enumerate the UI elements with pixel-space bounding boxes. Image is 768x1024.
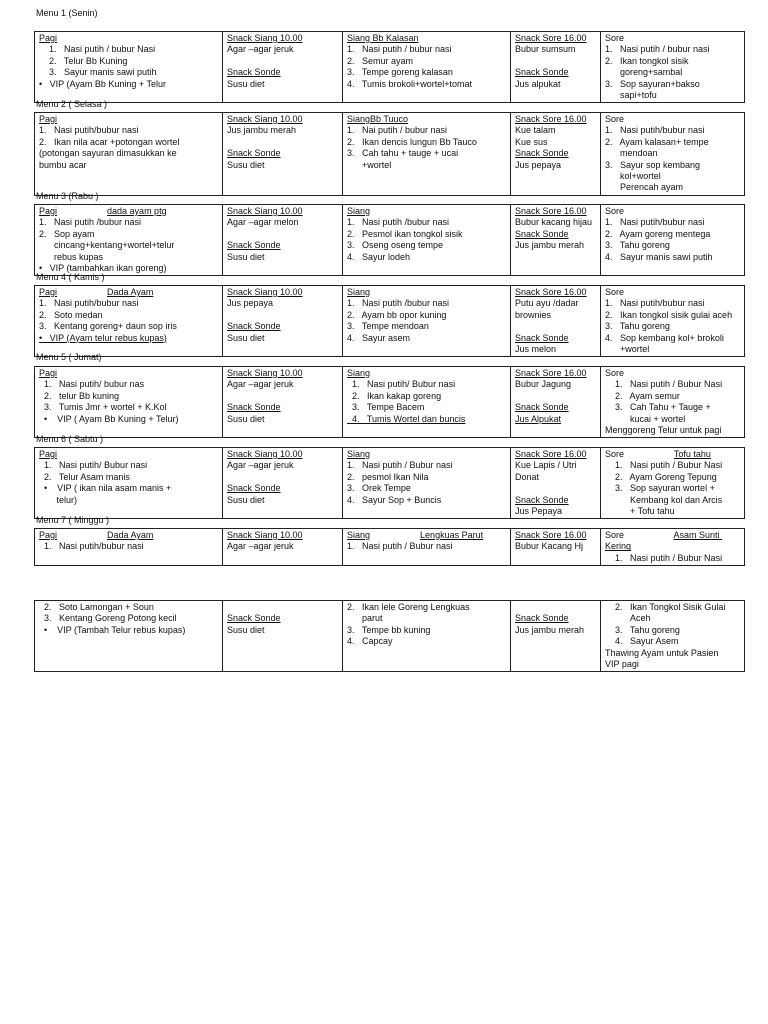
menu-line: Snack Sonde xyxy=(515,494,569,505)
menu-day-title: Menu 5 ( Jumat) xyxy=(36,352,102,362)
meal-title: Snack Sore 16.00 xyxy=(515,530,587,540)
menu-line: 2. Ayam bb opor kuning xyxy=(347,309,447,320)
meal-title: Snack Siang 10.00 xyxy=(227,287,303,297)
meal-title: Snack Siang 10.00 xyxy=(227,114,303,124)
blank-line xyxy=(515,321,596,332)
menu-table-day-4 xyxy=(34,285,745,357)
meal-header xyxy=(39,33,218,44)
meal-header xyxy=(515,33,596,44)
menu-line: 2. Pesmol ikan tongkol sisik xyxy=(347,228,463,239)
menu-line: Jus jambu merah xyxy=(227,125,297,136)
menu-line: 3. Kentang Goreng Potong kecil xyxy=(39,613,177,624)
menu-line: Snack Sonde xyxy=(227,321,281,332)
menu-line: Susu diet xyxy=(227,78,265,89)
menu-day-title: Menu 1 (Senin) xyxy=(36,8,98,18)
menu-table-day-3 xyxy=(34,204,745,276)
menu-line: 3. Sop sayuran+bakso xyxy=(605,78,700,89)
siang-cell xyxy=(343,529,511,566)
meal-title: Snack Sore 16.00 xyxy=(515,114,587,124)
menu-table-day-6 xyxy=(34,447,745,519)
menu-line: 4. Tumis brokoli+wortel+tomat xyxy=(347,78,473,89)
menu-line: +wortel xyxy=(605,344,650,355)
snack-siang-cell xyxy=(223,529,343,566)
menu-line: 1. Nasi putih /bubur nasi xyxy=(347,217,450,228)
meal-header xyxy=(227,33,338,44)
menu-line: brownies xyxy=(515,309,552,320)
pagi-cell xyxy=(35,448,223,519)
snack-sore-cell xyxy=(511,205,601,276)
snack-sore-cell xyxy=(511,367,601,438)
menu-line: Snack Sonde xyxy=(227,483,281,494)
menu-line: 3. Tumis Jmr + wortel + K.Kol xyxy=(39,402,167,413)
menu-line: Kue Lapis / Utri xyxy=(515,460,577,471)
siang-cell xyxy=(343,286,511,357)
menu-line: 2. Soto medan xyxy=(39,309,103,320)
menu-line: • VIP (Tambah Telur rebus kupas) xyxy=(39,624,186,635)
meal-title: Siang xyxy=(347,368,371,378)
menu-line: VIP pagi xyxy=(605,659,639,670)
meal-header xyxy=(227,114,338,125)
meal-header xyxy=(39,368,218,379)
meal-title: Siang xyxy=(347,206,371,216)
menu-line: kucai + wortel xyxy=(605,413,686,424)
menu-line: (potongan sayuran dimasukkan ke xyxy=(39,148,177,159)
snack-siang-cell xyxy=(223,32,343,103)
meal-header xyxy=(347,449,506,460)
menu-line: 1. Nasi putih/ Bubur nasi xyxy=(39,460,148,471)
meal-title: Snack Sore 16.00 xyxy=(515,368,587,378)
meal-subtitle: Tofu tahu xyxy=(673,449,711,459)
menu-line: Jus Alpukat xyxy=(515,413,562,424)
menu-line: Jus jambu merah xyxy=(515,240,585,251)
meal-header xyxy=(39,206,218,217)
meal-header xyxy=(515,449,596,460)
meal-title: Snack Siang 10.00 xyxy=(227,368,303,378)
menu-line: 3. Cah Tahu + Tauge + xyxy=(605,402,711,413)
menu-line: 2. Ayam kalasan+ tempe xyxy=(605,136,709,147)
menu-line: Perencah ayam xyxy=(605,182,684,193)
menu-line: + Tofu tahu xyxy=(605,506,675,517)
meal-title: Siang Bb Kalasan xyxy=(347,33,419,43)
meal-title: Pagi xyxy=(39,287,58,297)
menu-line: 1. Nasi putih / bubur nasi xyxy=(347,44,452,55)
siang-cell xyxy=(343,113,511,196)
menu-line: 2. Ayam goreng mentega xyxy=(605,228,711,239)
menu-line: 2. Semur ayam xyxy=(347,55,414,66)
menu-line: 1. Nasi putih/bubur nasi xyxy=(605,125,705,136)
meal-header xyxy=(39,114,218,125)
pagi-cell xyxy=(35,32,223,103)
meal-header xyxy=(39,287,218,298)
menu-line: 3. Cah tahu + tauge + ucai xyxy=(347,148,459,159)
menu-line: Snack Sonde xyxy=(515,402,569,413)
blank-line xyxy=(227,56,338,67)
snack-sore-cell xyxy=(511,32,601,103)
pagi-cell xyxy=(35,529,223,566)
menu-line: 3. Sop sayuran wortel + xyxy=(605,483,715,494)
menu-line: 1. Nasi putih/ Bubur nasi xyxy=(347,379,456,390)
meal-header xyxy=(39,530,218,541)
menu-table-day-2 xyxy=(34,112,745,196)
menu-line: Susu diet xyxy=(227,624,265,635)
meal-title: Pagi xyxy=(39,368,58,378)
menu-line: 2. Ikan tongkol sisik xyxy=(605,55,689,66)
menu-day-title: Menu 2 ( Selasa ) xyxy=(36,99,108,109)
meal-header xyxy=(39,449,218,460)
menu-line: Kue talam xyxy=(515,125,556,136)
menu-line: Agar –agar jeruk xyxy=(227,541,294,552)
menu-line: • VIP (Ayam Bb Kuning + Telur xyxy=(39,78,166,89)
menu-line: Agar –agar jeruk xyxy=(227,44,294,55)
menu-line: mendoan xyxy=(605,148,658,159)
menu-line: 1. Nasi putih / Bubur Nasi xyxy=(605,552,723,563)
menu-line: 1. Nasi putih /bubur nasi xyxy=(39,217,142,228)
snack-sore-cell xyxy=(511,448,601,519)
menu-line: 1. Nasi putih/bubur nasi xyxy=(39,541,144,552)
menu-line: Snack Sonde xyxy=(227,613,281,624)
menu-line: Bubur sumsum xyxy=(515,44,576,55)
meal-header xyxy=(605,114,740,125)
menu-line: 3. Tempe mendoan xyxy=(347,321,429,332)
menu-line: Menggoreng Telur untuk pagi xyxy=(605,425,722,436)
meal-subtitle: Asam Sunti Kering xyxy=(605,530,723,552)
meal-subtitle: Dada Ayam xyxy=(107,287,154,297)
menu-table-day-5 xyxy=(34,366,745,438)
meal-title: Pagi xyxy=(39,114,58,124)
menu-line: • VIP ( Ayam Bb Kuning + Telur) xyxy=(39,413,179,424)
snack-siang-cell xyxy=(223,601,343,672)
menu-line: Snack Sonde xyxy=(227,402,281,413)
meal-title: Snack Sore 16.00 xyxy=(515,287,587,297)
meal-title: Siang xyxy=(347,449,371,459)
menu-line: rebus kupas xyxy=(39,251,104,262)
sore-cell xyxy=(601,113,745,196)
menu-line: 2. Ikan tongkol sisik gulai aceh xyxy=(605,309,733,320)
blank-line xyxy=(227,391,338,402)
menu-line: Bubur kacang hijau xyxy=(515,217,593,228)
menu-line: 2. pesmol Ikan Nila xyxy=(347,471,429,482)
meal-title: Sore xyxy=(605,114,625,124)
menu-line: 3. Oseng oseng tempe xyxy=(347,240,444,251)
menu-line: • VIP (tambahkan ikan goreng) xyxy=(39,263,167,274)
meal-header xyxy=(227,449,338,460)
blank-line xyxy=(227,229,338,240)
meal-header xyxy=(347,114,506,125)
sore-cell xyxy=(601,205,745,276)
menu-line: Donat xyxy=(515,471,540,482)
meal-title: Snack Sore 16.00 xyxy=(515,33,587,43)
menu-line: Susu diet xyxy=(227,413,265,424)
menu-line: Kembang kol dan Arcis xyxy=(605,494,723,505)
menu-line: cincang+kentang+wortel+telur xyxy=(39,240,175,251)
siang-cell xyxy=(343,601,511,672)
siang-cell xyxy=(343,32,511,103)
meal-header xyxy=(227,530,338,541)
menu-line: 1. Nasi putih/bubur nasi xyxy=(39,298,139,309)
menu-line: Aceh xyxy=(605,613,651,624)
snack-siang-cell xyxy=(223,367,343,438)
menu-day-title: Menu 4 ( Kamis ) xyxy=(36,272,105,282)
menu-line: Bubur Kacang Hj xyxy=(515,541,584,552)
menu-table-day-7-continued xyxy=(34,600,745,672)
meal-title: Snack Siang 10.00 xyxy=(227,449,303,459)
menu-line: 3. Orek Tempe xyxy=(347,483,411,494)
menu-line: 2. Sop ayam xyxy=(39,228,95,239)
meal-header xyxy=(227,206,338,217)
snack-sore-cell xyxy=(511,113,601,196)
menu-line: 4. Sayur Sop + Buncis xyxy=(347,494,442,505)
sore-cell xyxy=(601,601,745,672)
blank-line xyxy=(227,472,338,483)
menu-line: 2. Ikan lele Goreng Lengkuas xyxy=(347,602,470,612)
menu-line: Jus pepaya xyxy=(227,298,274,309)
menu-line: 3. Tempe Bacem xyxy=(347,402,425,413)
meal-title: Pagi xyxy=(39,449,58,459)
menu-line: 2. Ikan dencis lungun Bb Tauco xyxy=(347,136,477,147)
menu-line: 4. Tumis Wortel dan buncis xyxy=(347,413,466,424)
menu-line: 2. Telur Asam manis xyxy=(39,471,130,482)
menu-day-title: Menu 6 ( Sabtu ) xyxy=(36,434,104,444)
menu-line: 2. Soto Lamongan + Soun xyxy=(39,602,154,612)
menu-line: Snack Sonde xyxy=(227,67,281,78)
menu-line: 4. Sop kembang kol+ brokoli xyxy=(605,332,724,343)
menu-line: Thawing Ayam untuk Pasien xyxy=(605,647,719,658)
menu-line: Agar –agar jeruk xyxy=(227,460,294,471)
meal-header xyxy=(347,206,506,217)
menu-line: Susu diet xyxy=(227,494,265,505)
meal-header xyxy=(605,33,740,44)
pagi-cell xyxy=(35,286,223,357)
menu-line: Jus jambu merah xyxy=(515,624,585,635)
snack-siang-cell xyxy=(223,448,343,519)
siang-cell xyxy=(343,448,511,519)
menu-line: 3. Sayur sop kembang xyxy=(605,159,701,170)
meal-header xyxy=(515,368,596,379)
menu-line: 1. Nasi putih/bubur nasi xyxy=(39,125,139,136)
menu-line: 4. Sayur manis sawi putih xyxy=(605,251,713,262)
menu-line: 2. Ikan kakap goreng xyxy=(347,390,442,401)
blank-line xyxy=(227,602,338,613)
menu-line: Jus alpukat xyxy=(515,78,561,89)
menu-line: +wortel xyxy=(347,159,392,170)
meal-header xyxy=(605,530,740,553)
menu-line: 4. Sayur asem xyxy=(347,332,411,343)
meal-title: Sore xyxy=(605,287,625,297)
meal-header xyxy=(347,530,506,541)
meal-header xyxy=(347,368,506,379)
menu-line: • VIP (Ayam telur rebus kupas) xyxy=(39,332,167,343)
meal-title: Sore xyxy=(605,206,625,216)
meal-subtitle: Lengkuas Parut xyxy=(420,530,484,540)
menu-line: Snack Sonde xyxy=(227,148,281,159)
menu-line: 1. Nasi putih /bubur nasi xyxy=(347,298,450,309)
meal-header xyxy=(605,287,740,298)
meal-header xyxy=(347,287,506,298)
pagi-cell xyxy=(35,601,223,672)
menu-line: 1. Nasi putih / bubur nasi xyxy=(605,44,710,55)
sore-cell xyxy=(601,529,745,566)
blank-line xyxy=(515,56,596,67)
menu-table-day-1 xyxy=(34,31,745,103)
meal-title: Pagi xyxy=(39,33,58,43)
menu-line: 1. Nasi putih/bubur nasi xyxy=(605,217,705,228)
meal-header xyxy=(515,114,596,125)
menu-line: 3. Tahu goreng xyxy=(605,624,680,635)
menu-line: Susu diet xyxy=(227,332,265,343)
menu-line: 4. Sayur lodeh xyxy=(347,251,411,262)
menu-line: telur) xyxy=(39,494,78,505)
meal-header xyxy=(227,287,338,298)
meal-header xyxy=(605,206,740,217)
meal-header xyxy=(347,33,506,44)
menu-line: Snack Sonde xyxy=(515,228,569,239)
menu-line: Jus Pepaya xyxy=(515,506,563,517)
menu-line: Susu diet xyxy=(227,251,265,262)
menu-line: 1. Nasi putih/bubur nasi xyxy=(605,298,705,309)
meal-title: SiangBb Tuuco xyxy=(347,114,409,124)
meal-subtitle: Dada Ayam xyxy=(107,530,154,540)
menu-line: 2. Ayam semur xyxy=(605,390,680,401)
snack-sore-cell xyxy=(511,286,601,357)
meal-title: Snack Siang 10.00 xyxy=(227,530,303,540)
snack-siang-cell xyxy=(223,113,343,196)
menu-line: 1. Nasi putih / Bubur Nasi xyxy=(605,379,723,390)
blank-line xyxy=(515,483,596,494)
siang-cell xyxy=(343,205,511,276)
sore-cell xyxy=(601,32,745,103)
meal-title: Pagi xyxy=(39,530,58,540)
meal-title: Sore xyxy=(605,368,625,378)
meal-header xyxy=(227,368,338,379)
menu-line: Snack Sonde xyxy=(227,240,281,251)
meal-title: Siang xyxy=(347,287,371,297)
menu-line: 3. Tempe goreng kalasan xyxy=(347,67,453,78)
menu-line: Agar –agar melon xyxy=(227,217,299,228)
sore-cell xyxy=(601,367,745,438)
meal-title: Pagi xyxy=(39,206,58,216)
sore-cell xyxy=(601,448,745,519)
menu-line: 3. Kentang goreng+ daun sop iris xyxy=(39,321,177,332)
meal-title: Sore xyxy=(605,33,625,43)
menu-line: Agar –agar jeruk xyxy=(227,379,294,390)
menu-line: 2. Ayam Goreng Tepung xyxy=(605,471,717,482)
menu-line: parut xyxy=(347,613,383,624)
menu-line: 2. Ikan Tongkol Sisik Gulai xyxy=(605,602,726,612)
menu-line: goreng+sambal xyxy=(605,67,683,78)
menu-line: Snack Sonde xyxy=(515,332,569,343)
menu-line: Jus melon xyxy=(515,344,557,355)
menu-table-day-7 xyxy=(34,528,745,566)
snack-sore-cell xyxy=(511,529,601,566)
blank-line xyxy=(227,310,338,321)
menu-line: kol+wortel xyxy=(605,171,661,182)
menu-line: 4. Capcay xyxy=(347,636,393,647)
menu-line: 1. Nasi putih / Bubur nasi xyxy=(347,541,453,552)
menu-line: • VIP ( ikan nila asam manis + xyxy=(39,483,172,494)
blank-line xyxy=(227,137,338,148)
meal-title: Snack Sore 16.00 xyxy=(515,449,587,459)
menu-line: 3. Sayur manis sawi putih xyxy=(39,67,157,78)
menu-line: bumbu acar xyxy=(39,159,87,170)
menu-line: 2. telur Bb kuning xyxy=(39,390,120,401)
meal-header xyxy=(605,449,740,460)
menu-line: Putu ayu /dadar xyxy=(515,298,579,309)
meal-header xyxy=(515,287,596,298)
menu-line: 3. Tahu goreng xyxy=(605,240,670,251)
menu-line: Snack Sonde xyxy=(515,148,569,159)
meal-header xyxy=(515,530,596,541)
sore-cell xyxy=(601,286,745,357)
snack-siang-cell xyxy=(223,205,343,276)
menu-line: Kue sus xyxy=(515,136,548,147)
menu-line: Jus pepaya xyxy=(515,159,562,170)
menu-line: 1. Nasi putih / Bubur Nasi xyxy=(605,460,723,471)
pagi-cell xyxy=(35,205,223,276)
menu-line: 1. Nasi putih/ bubur nas xyxy=(39,379,145,390)
pagi-cell xyxy=(35,113,223,196)
menu-line: 1. Nasi putih / Bubur nasi xyxy=(347,460,453,471)
meal-title: Snack Siang 10.00 xyxy=(227,33,303,43)
menu-line: 2. Telur Bb Kuning xyxy=(39,55,128,66)
blank-line xyxy=(515,391,596,402)
siang-cell xyxy=(343,367,511,438)
menu-line: 3. Tahu goreng xyxy=(605,321,670,332)
menu-line: 1. Nai putih / bubur nasi xyxy=(347,125,448,136)
menu-line: sapi+tofu xyxy=(605,90,657,101)
menu-line: 4. Sayur Asem xyxy=(605,636,679,647)
menu-line: Snack Sonde xyxy=(515,67,569,78)
menu-line: Snack Sonde xyxy=(515,613,569,624)
blank-line xyxy=(515,602,596,613)
menu-line: 2. Ikan nila acar +potongan wortel xyxy=(39,136,180,147)
menu-day-title: Menu 7 ( Minggu ) xyxy=(36,515,110,525)
snack-sore-cell xyxy=(511,601,601,672)
menu-line: Susu diet xyxy=(227,159,265,170)
menu-line: 1. Nasi putih / bubur Nasi xyxy=(39,44,156,55)
pagi-cell xyxy=(35,367,223,438)
menu-line: Bubur Jagung xyxy=(515,379,572,390)
meal-title: Siang xyxy=(347,530,371,540)
meal-header xyxy=(605,368,740,379)
meal-title: Snack Siang 10.00 xyxy=(227,206,303,216)
menu-day-title: Menu 3 (Rabu ) xyxy=(36,191,99,201)
menu-line: 3. Tempe bb kuning xyxy=(347,624,431,635)
meal-title: Sore xyxy=(605,449,625,459)
meal-title: Snack Sore 16.00 xyxy=(515,206,587,216)
meal-header xyxy=(515,206,596,217)
snack-siang-cell xyxy=(223,286,343,357)
meal-title: Sore xyxy=(605,530,625,540)
meal-subtitle: dada ayam ptg xyxy=(107,206,167,216)
